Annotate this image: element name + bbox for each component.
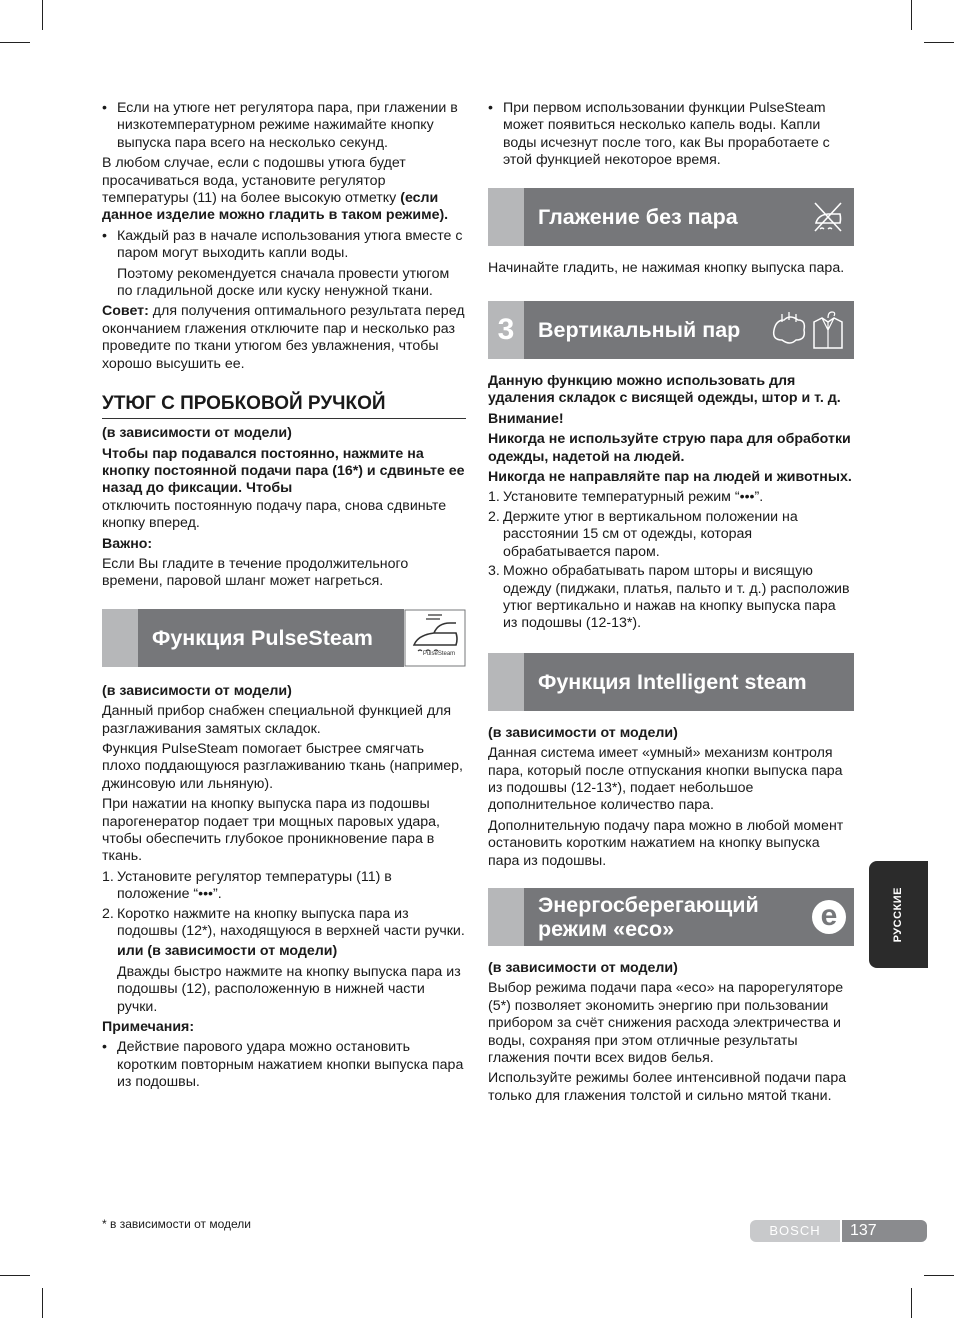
paragraph: Начинайте гладить, не нажимая кнопку выпуска пара. [488, 259, 845, 276]
pulse-steps-list [102, 869, 466, 941]
section-number-tab: 3 [488, 301, 524, 359]
vertical-steps-list [488, 489, 854, 632]
important-text: Если Вы гладите в течение продолжительного времени, паровой шланг может нагреться. [102, 555, 409, 590]
paragraph-bold-text: (если данное изделие можно гладить в таком режиме). [102, 190, 449, 224]
paragraph: Дополнительную подачу пара можно в любой момент остановить коротким нажатием на кнопку выпуска пара из подошвы. [488, 817, 844, 869]
crop-mark [924, 42, 954, 43]
step-text: Коротко нажмите на кнопку выпуска пара из подошвы (12*), находящуюся в верхней части ручки. [117, 905, 465, 940]
list-item-continuation: Поэтому рекомендуется сначала провести утюгом по гладильной доске или куску ненужной ткани. [117, 265, 450, 300]
left-column [102, 100, 466, 1095]
list-item [102, 906, 466, 941]
section-tab [488, 653, 524, 711]
important-label: Важно: [102, 535, 153, 552]
footnote: * в зависимости от модели [102, 1217, 252, 1231]
paragraph: Выбор режима подачи пара «eco» на парорегуляторе (5*) позволяет экономить энергию при пользовании прибором за счёт снижения расхода электричества и воды, сохраняя при этом отличные результаты глажения почти всех видов белья. [488, 980, 844, 1066]
crop-mark [42, 1288, 43, 1318]
list-item [102, 869, 466, 904]
list-item: • Если на утюге нет регулятора пара, при глажении в низкотемпературном режиме нажимайте кнопку выпуска пара всего на несколько секунд. [102, 100, 466, 152]
model-note: (в зависимости от модели) [102, 682, 292, 699]
section-title: Функция Intelligent steam [538, 669, 807, 694]
section-title: Глажение без пара [538, 204, 738, 229]
paragraph: Данная система имеет «умный» механизм контроля пара, который после отпускания кнопки выпуска пара из подошвы (12-13*), подает небольшое дополнительное количество пара. [488, 745, 843, 814]
or-text: Дважды быстро нажмите на кнопку выпуска пара из подошвы (12), расположенную в нижней части ручки. [117, 963, 461, 1015]
vertical-steam-icon [770, 310, 846, 350]
crop-mark [911, 0, 912, 30]
brand-label: BOSCH [750, 1220, 840, 1242]
crop-mark [0, 42, 30, 43]
section-tab [488, 888, 524, 946]
paragraph: Функция PulseSteam помогает быстрее смягчать плохо поддающуюся разглаживанию ткань (например, джинсовую или льняную). [102, 740, 463, 792]
top-bullet-list [488, 100, 854, 170]
step-text: Установите регулятор температуры (11) в положение “•••”. [117, 868, 392, 903]
tip-label: Совет: [102, 303, 149, 320]
pulsesteam-section-band [102, 609, 466, 667]
vertical-steam-section-band [488, 301, 854, 359]
list-item [488, 489, 854, 506]
pulsesteam-icon [404, 609, 466, 667]
cork-handle-heading: УТЮГ С ПРОБКОВОЙ РУЧКОЙ [102, 393, 466, 419]
list-item-text: Каждый раз в начале использования утюга вместе с паром могут выходить капли воды. [117, 227, 463, 262]
no-steam-section-band [488, 188, 854, 246]
notes-label: Примечания: [102, 1019, 195, 1036]
list-item: • Действие парового удара можно остановить коротким повторным нажатием кнопки выпуска пара из подошвы. [102, 1039, 466, 1091]
warning-text: Никогда не направляйте пар на людей и животных. [488, 469, 852, 486]
paragraph: Используйте режимы более интенсивной подачи пара только для глажения толстой и сильно мятой ткани. [488, 1070, 847, 1104]
no-steam-icon [810, 199, 846, 235]
list-item [488, 563, 854, 633]
paragraph: При нажатии на кнопку выпуска пара из подошвы парогенератор подает три мощных паровых удара, чтобы обеспечить глубокое проникновение пара в ткань. [102, 796, 440, 865]
list-item [102, 228, 466, 301]
section-tab [102, 609, 138, 667]
language-side-tab [869, 861, 928, 968]
paragraph: Данный прибор снабжен специальной функцией для разглаживания замятых складок. [102, 703, 452, 737]
crop-mark [924, 1275, 954, 1276]
paragraph [102, 155, 466, 225]
section-title: Функция PulseSteam [152, 625, 373, 650]
crop-mark [0, 1275, 30, 1276]
model-note: (в зависимости от модели) [488, 959, 678, 976]
eco-icon-letter: e [812, 900, 846, 934]
tip-paragraph [102, 303, 466, 373]
list-item: • При первом использовании функции PulseSteam может появиться несколько капель воды. Капли воды исчезнут после того, как Вы проработаете с этой функцией некоторое время. [488, 100, 854, 170]
notes-list [102, 1039, 466, 1091]
warning-label: Внимание! [488, 410, 564, 427]
or-model-note: или (в зависимости от модели) [117, 943, 338, 960]
cork-text: отключить постоянную подачу пара, снова сдвиньте кнопку вперед. [102, 497, 447, 532]
intro-bullet-list [102, 100, 466, 152]
paragraph-text: В любом случае, если с подошвы утюга будет просачиваться вода, установите регулятор температуры (11) на более высокую отметку [102, 155, 406, 207]
step-text: Можно обрабатывать паром шторы и висящую одежду (пиджаки, платья, пальто и т. д.) расположив утюг вертикально и нажав на кнопку выпуска пара из подошвы (12-13*). [503, 563, 850, 632]
step-number: 2. [488, 508, 500, 525]
step-text: Держите утюг в вертикальном положении на расстоянии 15 см от одежды, которая обрабатывается паром. [503, 508, 798, 560]
intelligent-steam-section-band [488, 653, 854, 711]
model-note: (в зависимости от модели) [488, 724, 678, 741]
eco-icon [812, 900, 846, 934]
cork-bold-text: Чтобы пар подавался постоянно, нажмите на кнопку постоянной подачи пара (16*) и сдвиньте ее назад до фиксации. Чтобы [102, 445, 465, 497]
model-note: (в зависимости от модели) [102, 425, 292, 442]
step-number: 2. [102, 905, 114, 922]
step-number: 3. [488, 563, 500, 580]
tip-text: для получения оптимального результата перед окончанием глажения отключите пар и несколько раз проведите по ткани утюгом без увлажнения, чтобы хорошо высушить ее. [102, 303, 465, 372]
warning-text: Никогда не используйте струю пара для обработки одежды, надетой на людей. [488, 431, 851, 465]
page-number: 137 [842, 1220, 927, 1242]
bold-paragraph: Данную функцию можно использовать для удаления складок с висящей одежды, штор и т. д. [488, 373, 841, 407]
language-label: РУССКИЕ [891, 886, 904, 943]
section-tab [488, 188, 524, 246]
eco-mode-section-band [488, 888, 854, 946]
section-title: Энергосберегающий режим «eco» [538, 892, 759, 941]
section-title: Вертикальный пар [538, 318, 741, 343]
crop-mark [911, 1288, 912, 1318]
step-number: 1. [488, 489, 500, 506]
list-item [488, 509, 854, 561]
right-column [488, 100, 854, 1108]
step-number: 1. [102, 868, 114, 885]
step-text: Установите температурный режим “•••”. [503, 489, 764, 506]
bullet-list [102, 228, 466, 301]
crop-mark [42, 0, 43, 30]
